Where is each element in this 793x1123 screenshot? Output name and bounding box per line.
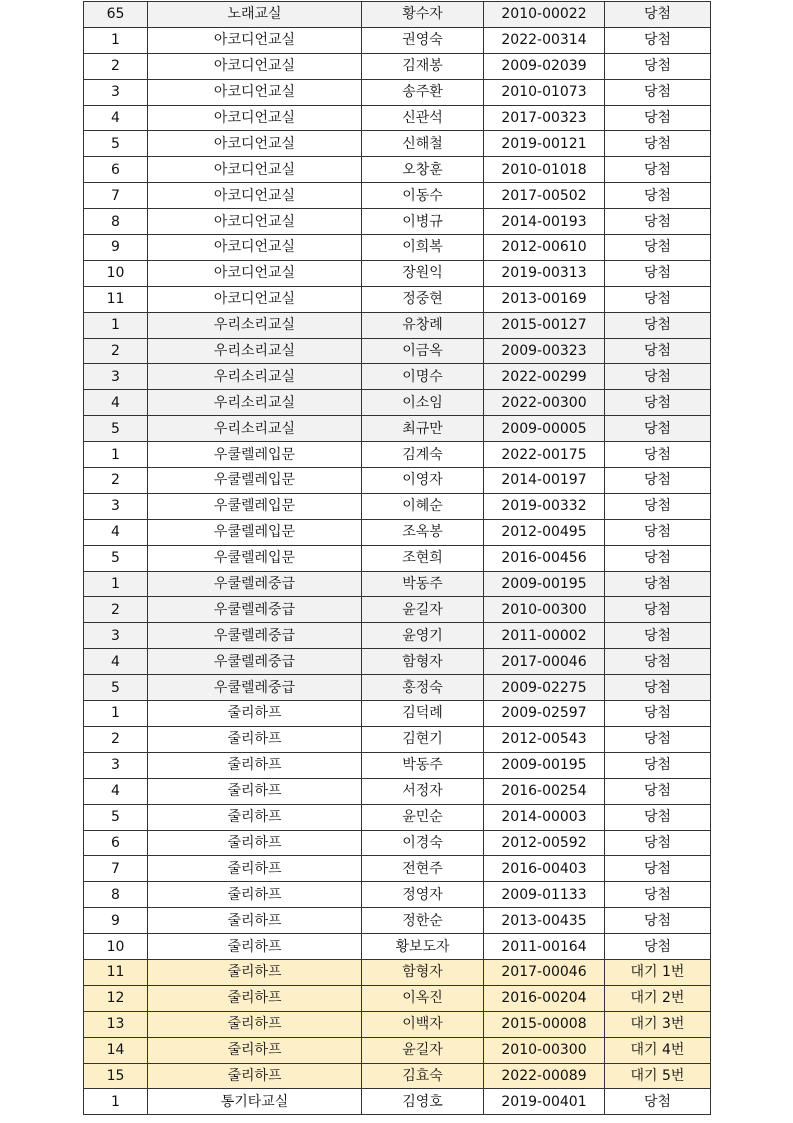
row-number-cell: 2: [84, 53, 148, 79]
result-status-cell: 당첨: [605, 157, 711, 183]
table-row: [84, 131, 711, 157]
applicant-name-cell: 이소임: [362, 390, 484, 416]
applicant-name-cell: 박동주: [362, 752, 484, 778]
registration-number-cell: 2014-00197: [484, 468, 605, 494]
row-number-cell: 4: [84, 519, 148, 545]
row-number-cell: 5: [84, 804, 148, 830]
result-status-cell: 당첨: [605, 468, 711, 494]
result-status-cell: 당첨: [605, 726, 711, 752]
applicant-name-cell: 서정자: [362, 778, 484, 804]
class-name-cell: 아코디언교실: [148, 131, 362, 157]
applicant-name-cell: 김현기: [362, 726, 484, 752]
class-name-cell: 아코디언교실: [148, 105, 362, 131]
result-status-cell: 당첨: [605, 2, 711, 28]
applicant-name-cell: 이병규: [362, 209, 484, 235]
table-row: [84, 390, 711, 416]
row-number-cell: 2: [84, 726, 148, 752]
table-row: [84, 27, 711, 53]
applicant-name-cell: 정영자: [362, 882, 484, 908]
class-name-cell: 줄리하프: [148, 908, 362, 934]
row-number-cell: 4: [84, 778, 148, 804]
row-number-cell: 3: [84, 364, 148, 390]
table-row: [84, 364, 711, 390]
registration-number-cell: 2011-00002: [484, 623, 605, 649]
table-row: [84, 1037, 711, 1063]
result-status-cell: 당첨: [605, 804, 711, 830]
result-status-cell: 당첨: [605, 209, 711, 235]
applicant-name-cell: 이명수: [362, 364, 484, 390]
applicant-name-cell: 권영숙: [362, 27, 484, 53]
result-status-cell: 당첨: [605, 1089, 711, 1115]
registration-number-cell: 2015-00127: [484, 312, 605, 338]
registration-number-cell: 2012-00610: [484, 235, 605, 261]
row-number-cell: 1: [84, 27, 148, 53]
row-number-cell: 4: [84, 390, 148, 416]
registration-number-cell: 2016-00254: [484, 778, 605, 804]
result-status-cell: 당첨: [605, 908, 711, 934]
class-name-cell: 우리소리교실: [148, 338, 362, 364]
class-name-cell: 아코디언교실: [148, 79, 362, 105]
row-number-cell: 1: [84, 701, 148, 727]
row-number-cell: 14: [84, 1037, 148, 1063]
registration-number-cell: 2019-00332: [484, 493, 605, 519]
table-row: [84, 908, 711, 934]
registration-number-cell: 2010-01018: [484, 157, 605, 183]
result-status-cell: 당첨: [605, 364, 711, 390]
table-row: [84, 260, 711, 286]
row-number-cell: 9: [84, 235, 148, 261]
applicant-name-cell: 이영자: [362, 468, 484, 494]
class-name-cell: 우리소리교실: [148, 364, 362, 390]
table-row: [84, 519, 711, 545]
registration-number-cell: 2009-02275: [484, 675, 605, 701]
row-number-cell: 13: [84, 1011, 148, 1037]
row-number-cell: 6: [84, 157, 148, 183]
result-status-cell: 당첨: [605, 934, 711, 960]
result-status-cell: 당첨: [605, 752, 711, 778]
registration-number-cell: 2017-00323: [484, 105, 605, 131]
table-row: [84, 209, 711, 235]
registration-number-cell: 2022-00300: [484, 390, 605, 416]
applicant-name-cell: 윤길자: [362, 1037, 484, 1063]
registration-number-cell: 2012-00592: [484, 830, 605, 856]
result-status-cell: 당첨: [605, 830, 711, 856]
class-name-cell: 줄리하프: [148, 701, 362, 727]
result-status-cell: 당첨: [605, 519, 711, 545]
table-row: [84, 545, 711, 571]
row-number-cell: 11: [84, 959, 148, 985]
table-row: [84, 338, 711, 364]
table-row: [84, 442, 711, 468]
applicant-name-cell: 신관석: [362, 105, 484, 131]
result-status-cell: 당첨: [605, 675, 711, 701]
row-number-cell: 7: [84, 183, 148, 209]
registration-number-cell: 2014-00193: [484, 209, 605, 235]
registration-number-cell: 2009-00195: [484, 571, 605, 597]
class-name-cell: 아코디언교실: [148, 157, 362, 183]
class-name-cell: 우리소리교실: [148, 416, 362, 442]
table-row: [84, 804, 711, 830]
applicant-name-cell: 이경숙: [362, 830, 484, 856]
registration-number-cell: 2010-00300: [484, 597, 605, 623]
class-name-cell: 우쿨렐레중급: [148, 649, 362, 675]
applicant-name-cell: 함형자: [362, 959, 484, 985]
applicant-name-cell: 정중현: [362, 286, 484, 312]
class-name-cell: 줄리하프: [148, 830, 362, 856]
result-status-cell: 당첨: [605, 390, 711, 416]
class-name-cell: 줄리하프: [148, 985, 362, 1011]
applicant-name-cell: 윤영기: [362, 623, 484, 649]
class-name-cell: 줄리하프: [148, 778, 362, 804]
registration-number-cell: 2012-00495: [484, 519, 605, 545]
table-row: [84, 1063, 711, 1089]
table-row: [84, 183, 711, 209]
applicant-name-cell: 김재봉: [362, 53, 484, 79]
table-row: [84, 235, 711, 261]
table-row: [84, 675, 711, 701]
row-number-cell: 4: [84, 105, 148, 131]
registration-number-cell: 2017-00046: [484, 959, 605, 985]
row-number-cell: 6: [84, 830, 148, 856]
table-row: [84, 778, 711, 804]
result-status-cell: 당첨: [605, 545, 711, 571]
class-name-cell: 우쿨렐레중급: [148, 571, 362, 597]
applicant-name-cell: 김계숙: [362, 442, 484, 468]
row-number-cell: 9: [84, 908, 148, 934]
class-name-cell: 우리소리교실: [148, 390, 362, 416]
class-name-cell: 줄리하프: [148, 1063, 362, 1089]
result-status-cell: 당첨: [605, 131, 711, 157]
class-name-cell: 줄리하프: [148, 882, 362, 908]
table-row: [84, 1011, 711, 1037]
result-status-cell: 당첨: [605, 27, 711, 53]
table-row: [84, 959, 711, 985]
result-status-cell: 당첨: [605, 338, 711, 364]
table-row: [84, 493, 711, 519]
result-status-cell: 대기 2번: [605, 985, 711, 1011]
table-row: [84, 1089, 711, 1115]
row-number-cell: 5: [84, 675, 148, 701]
row-number-cell: 3: [84, 79, 148, 105]
applicant-name-cell: 김영호: [362, 1089, 484, 1115]
registration-number-cell: 2019-00401: [484, 1089, 605, 1115]
table-row: [84, 105, 711, 131]
table-row: [84, 985, 711, 1011]
registration-number-cell: 2009-01133: [484, 882, 605, 908]
registration-number-cell: 2011-00164: [484, 934, 605, 960]
table-row: [84, 830, 711, 856]
applicant-name-cell: 윤민순: [362, 804, 484, 830]
registration-number-cell: 2022-00089: [484, 1063, 605, 1089]
row-number-cell: 3: [84, 623, 148, 649]
result-status-cell: 대기 4번: [605, 1037, 711, 1063]
table-row: [84, 416, 711, 442]
row-number-cell: 1: [84, 1089, 148, 1115]
result-status-cell: 대기 3번: [605, 1011, 711, 1037]
applicant-name-cell: 유창례: [362, 312, 484, 338]
applicant-name-cell: 조현희: [362, 545, 484, 571]
class-name-cell: 우쿨렐레중급: [148, 597, 362, 623]
applicant-name-cell: 이금옥: [362, 338, 484, 364]
row-number-cell: 2: [84, 338, 148, 364]
class-name-cell: 우쿨렐레입문: [148, 468, 362, 494]
class-name-cell: 줄리하프: [148, 804, 362, 830]
applicant-name-cell: 이동수: [362, 183, 484, 209]
row-number-cell: 5: [84, 545, 148, 571]
applicant-name-cell: 함형자: [362, 649, 484, 675]
row-number-cell: 8: [84, 882, 148, 908]
table-row: [84, 649, 711, 675]
result-status-cell: 당첨: [605, 649, 711, 675]
table-row: [84, 934, 711, 960]
registration-number-cell: 2022-00314: [484, 27, 605, 53]
result-status-cell: 당첨: [605, 105, 711, 131]
applicant-name-cell: 장원익: [362, 260, 484, 286]
class-name-cell: 줄리하프: [148, 1037, 362, 1063]
table-row: [84, 856, 711, 882]
applicant-name-cell: 신해철: [362, 131, 484, 157]
class-name-cell: 우쿨렐레중급: [148, 675, 362, 701]
result-status-cell: 당첨: [605, 416, 711, 442]
result-status-cell: 당첨: [605, 493, 711, 519]
result-status-cell: 당첨: [605, 701, 711, 727]
table-row: [84, 882, 711, 908]
result-status-cell: 당첨: [605, 53, 711, 79]
lottery-result-table: [83, 1, 711, 1115]
class-name-cell: 우쿨렐레중급: [148, 623, 362, 649]
class-name-cell: 아코디언교실: [148, 183, 362, 209]
row-number-cell: 10: [84, 260, 148, 286]
applicant-name-cell: 김덕례: [362, 701, 484, 727]
applicant-name-cell: 이혜순: [362, 493, 484, 519]
applicant-name-cell: 조옥봉: [362, 519, 484, 545]
row-number-cell: 8: [84, 209, 148, 235]
registration-number-cell: 2017-00502: [484, 183, 605, 209]
result-status-cell: 당첨: [605, 286, 711, 312]
table-row: [84, 752, 711, 778]
registration-number-cell: 2016-00403: [484, 856, 605, 882]
class-name-cell: 우쿨렐레입문: [148, 442, 362, 468]
row-number-cell: 11: [84, 286, 148, 312]
registration-number-cell: 2010-00022: [484, 2, 605, 28]
registration-number-cell: 2009-02597: [484, 701, 605, 727]
row-number-cell: 5: [84, 131, 148, 157]
applicant-name-cell: 윤길자: [362, 597, 484, 623]
table-row: [84, 597, 711, 623]
result-status-cell: 당첨: [605, 778, 711, 804]
result-status-cell: 당첨: [605, 597, 711, 623]
result-status-cell: 대기 5번: [605, 1063, 711, 1089]
class-name-cell: 통기타교실: [148, 1089, 362, 1115]
registration-number-cell: 2015-00008: [484, 1011, 605, 1037]
row-number-cell: 1: [84, 442, 148, 468]
row-number-cell: 15: [84, 1063, 148, 1089]
registration-number-cell: 2009-00195: [484, 752, 605, 778]
registration-number-cell: 2009-00005: [484, 416, 605, 442]
registration-number-cell: 2017-00046: [484, 649, 605, 675]
result-status-cell: 당첨: [605, 312, 711, 338]
row-number-cell: 2: [84, 468, 148, 494]
class-name-cell: 줄리하프: [148, 856, 362, 882]
registration-number-cell: 2016-00456: [484, 545, 605, 571]
class-name-cell: 줄리하프: [148, 752, 362, 778]
row-number-cell: 3: [84, 752, 148, 778]
row-number-cell: 1: [84, 571, 148, 597]
class-name-cell: 줄리하프: [148, 1011, 362, 1037]
class-name-cell: 줄리하프: [148, 934, 362, 960]
result-status-cell: 대기 1번: [605, 959, 711, 985]
result-status-cell: 당첨: [605, 571, 711, 597]
table-row: [84, 726, 711, 752]
registration-number-cell: 2010-01073: [484, 79, 605, 105]
applicant-name-cell: 전현주: [362, 856, 484, 882]
row-number-cell: 4: [84, 649, 148, 675]
result-status-cell: 당첨: [605, 882, 711, 908]
class-name-cell: 아코디언교실: [148, 235, 362, 261]
row-number-cell: 12: [84, 985, 148, 1011]
class-name-cell: 아코디언교실: [148, 209, 362, 235]
table-row: [84, 468, 711, 494]
registration-number-cell: 2009-02039: [484, 53, 605, 79]
class-name-cell: 아코디언교실: [148, 27, 362, 53]
table-row: [84, 312, 711, 338]
class-name-cell: 줄리하프: [148, 726, 362, 752]
registration-number-cell: 2022-00175: [484, 442, 605, 468]
applicant-name-cell: 송주환: [362, 79, 484, 105]
table-row: [84, 79, 711, 105]
row-number-cell: 5: [84, 416, 148, 442]
table-row: [84, 53, 711, 79]
row-number-cell: 1: [84, 312, 148, 338]
result-status-cell: 당첨: [605, 442, 711, 468]
result-status-cell: 당첨: [605, 260, 711, 286]
applicant-name-cell: 황보도자: [362, 934, 484, 960]
table-body: [84, 2, 711, 1115]
registration-number-cell: 2016-00204: [484, 985, 605, 1011]
result-status-cell: 당첨: [605, 235, 711, 261]
result-status-cell: 당첨: [605, 79, 711, 105]
registration-number-cell: 2009-00323: [484, 338, 605, 364]
table-row: [84, 571, 711, 597]
registration-number-cell: 2022-00299: [484, 364, 605, 390]
registration-number-cell: 2019-00121: [484, 131, 605, 157]
table-row: [84, 157, 711, 183]
registration-number-cell: 2019-00313: [484, 260, 605, 286]
row-number-cell: 7: [84, 856, 148, 882]
applicant-name-cell: 홍정숙: [362, 675, 484, 701]
registration-number-cell: 2013-00435: [484, 908, 605, 934]
class-name-cell: 노래교실: [148, 2, 362, 28]
applicant-name-cell: 최규만: [362, 416, 484, 442]
class-name-cell: 아코디언교실: [148, 53, 362, 79]
applicant-name-cell: 이희복: [362, 235, 484, 261]
class-name-cell: 우쿨렐레입문: [148, 519, 362, 545]
applicant-name-cell: 이옥진: [362, 985, 484, 1011]
applicant-name-cell: 이백자: [362, 1011, 484, 1037]
table-row: [84, 2, 711, 28]
class-name-cell: 아코디언교실: [148, 286, 362, 312]
class-name-cell: 우쿨렐레입문: [148, 545, 362, 571]
registration-number-cell: 2012-00543: [484, 726, 605, 752]
applicant-name-cell: 황수자: [362, 2, 484, 28]
table-row: [84, 286, 711, 312]
class-name-cell: 우쿨렐레입문: [148, 493, 362, 519]
class-name-cell: 줄리하프: [148, 959, 362, 985]
row-number-cell: 65: [84, 2, 148, 28]
registration-number-cell: 2014-00003: [484, 804, 605, 830]
registration-number-cell: 2010-00300: [484, 1037, 605, 1063]
result-status-cell: 당첨: [605, 856, 711, 882]
table-row: [84, 623, 711, 649]
row-number-cell: 10: [84, 934, 148, 960]
result-status-cell: 당첨: [605, 623, 711, 649]
applicant-name-cell: 오창훈: [362, 157, 484, 183]
registration-number-cell: 2013-00169: [484, 286, 605, 312]
row-number-cell: 2: [84, 597, 148, 623]
applicant-name-cell: 박동주: [362, 571, 484, 597]
class-name-cell: 아코디언교실: [148, 260, 362, 286]
class-name-cell: 우리소리교실: [148, 312, 362, 338]
table-row: [84, 701, 711, 727]
applicant-name-cell: 정한순: [362, 908, 484, 934]
result-status-cell: 당첨: [605, 183, 711, 209]
applicant-name-cell: 김효숙: [362, 1063, 484, 1089]
row-number-cell: 3: [84, 493, 148, 519]
